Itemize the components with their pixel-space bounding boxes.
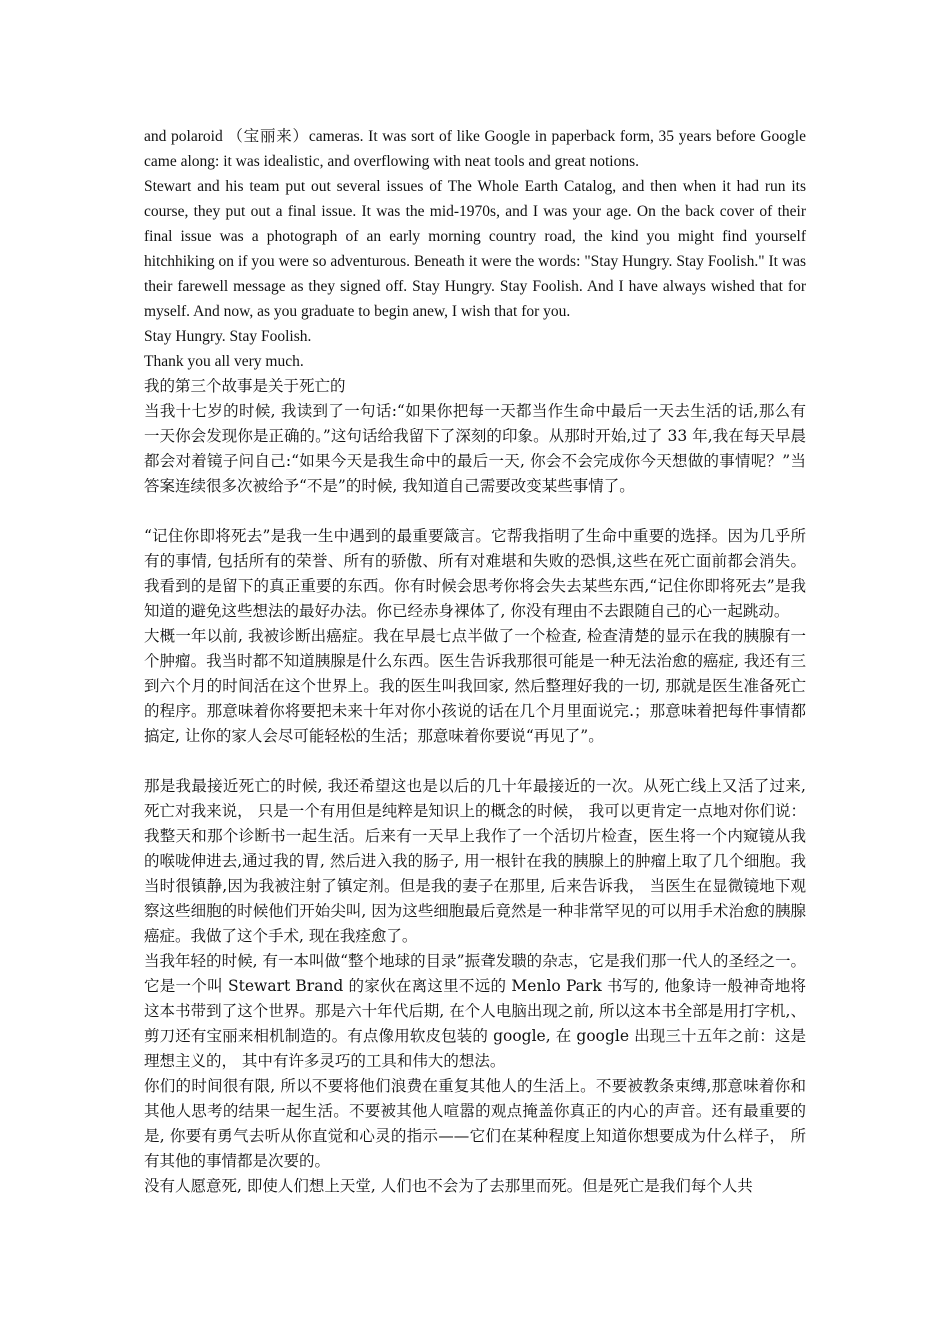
- paragraph-spacer: [144, 749, 806, 774]
- paragraph-polaroid-cameras: and polaroid （宝丽来）cameras. It was sort of like Google in paperback form, 35 years before Google came along: it was idealistic, and overflowing with neat tools and great notions.: [144, 128, 806, 170]
- paragraph-no-one-wants-to-die: 没有人愿意死, 即使人们想上天堂, 人们也不会为了去那里而死。但是死亡是我们每个人共: [144, 1177, 753, 1195]
- paragraph-third-story-heading: 我的第三个故事是关于死亡的: [144, 377, 346, 395]
- paragraph-thank-you: Thank you all very much.: [144, 353, 304, 370]
- paragraph-remember-death: “记住你即将死去”是我一生中遇到的最重要箴言。它帮我指明了生命中重要的选择。因为几乎所有的事情, 包括所有的荣誉、所有的骄傲、所有对难堪和失败的恐惧,这些在死亡面前都会消失。我看到的是留下的真正重要的东西。你有时候会思考你将会失去某些东西,“记住你即将死去”是我知道的避免这些想法的最好办法。你已经赤身裸体了, 你没有理由不去跟随自己的心一起跳动。: [144, 527, 806, 620]
- document-page: [144, 124, 806, 1199]
- paragraph-cancer-diagnosis: 大概一年以前, 我被诊断出癌症。我在早晨七点半做了一个检查, 检查清楚的显示在我的胰腺有一个肿瘤。我当时都不知道胰腺是什么东西。医生告诉我那很可能是一种无法治愈的癌症, 我还有三到六个月的时间活在这个世界上。我的医生叫我回家, 然后整理好我的一切, 那就是医生准备死亡的程序。那意味着你将要把未来十年对你小孩说的话在几个月里面说完.；那意味着把每件事情都搞定, 让你的家人会尽可能轻松的生活；那意味着你要说“再见了”。: [144, 627, 806, 745]
- paragraph-spacer: [144, 499, 806, 524]
- paragraph-closest-to-death: 那是我最接近死亡的时候, 我还希望这也是以后的几十年最接近的一次。从死亡线上又活了过来, 死亡对我来说， 只是一个有用但是纯粹是知识上的概念的时候， 我可以更肯定一点地对你们说：我整天和那个诊断书一起生活。后来有一天早上我作了一个活切片检查，医生将一个内窥镜从我的喉咙伸进去,通过我的胃, 然后进入我的肠子, 用一根针在我的胰腺上的肿瘤上取了几个细胞。我当时很镇静,因为我被注射了镇定剂。但是我的妻子在那里, 后来告诉我， 当医生在显微镜地下观察这些细胞的时候他们开始尖叫, 因为这些细胞最后竟然是一种非常罕见的可以用手术治愈的胰腺癌症。我做了这个手术, 现在我痊愈了。: [144, 777, 806, 945]
- paragraph-stay-hungry: Stay Hungry. Stay Foolish.: [144, 328, 312, 345]
- paragraph-whole-earth-catalog: Stewart and his team put out several issues of The Whole Earth Catalog, and then when it had run its course, they put out a final issue. It was the mid-1970s, and I was your age. On the back cover of their final issue was a photograph of an early morning country road, the kind you might find yourself hitchhiking on if you were so adventurous. Beneath it were the words: "Stay Hungry. Stay Foolish." It was their farewell message as they signed off. Stay Hungry. Stay Foolish. And I have always wished that for myself. And now, as you graduate to begin anew, I wish that for you.: [144, 178, 806, 320]
- paragraph-time-is-limited: 你们的时间很有限, 所以不要将他们浪费在重复其他人的生活上。不要被教条束缚,那意味着你和其他人思考的结果一起生活。不要被其他人喧嚣的观点掩盖你真正的内心的声音。还有最重要的是, 你要有勇气去听从你直觉和心灵的指示——它们在某种程度上知道你想要成为什么样子， 所有其他的事情都是次要的。: [144, 1077, 806, 1170]
- paragraph-age-seventeen: 当我十七岁的时候, 我读到了一句话:“如果你把每一天都当作生命中最后一天去生活的话,那么有一天你会发现你是正确的。”这句话给我留下了深刻的印象。从那时开始,过了 33 年,我在每天早晨都会对着镜子问自己:“如果今天是我生命中的最后一天, 你会不会完成你今天想做的事情呢？”当答案连续很多次被给予“不是”的时候, 我知道自己需要改变某些事情了。: [144, 402, 806, 495]
- paragraph-whole-earth-catalog-zh: 当我年轻的时候, 有一本叫做“整个地球的目录”振聋发聩的杂志，它是我们那一代人的圣经之一。它是一个叫 Stewart Brand 的家伙在离这里不远的 Menlo Park 书写的, 他象诗一般神奇地将这本书带到了这个世界。那是六十年代后期, 在个人电脑出现之前, 所以这本书全部是用打字机,、剪刀还有宝丽来相机制造的。有点像用软皮包装的 google, 在 google 出现三十五年之前：这是理想主义的， 其中有许多灵巧的工具和伟大的想法。: [144, 952, 806, 1070]
